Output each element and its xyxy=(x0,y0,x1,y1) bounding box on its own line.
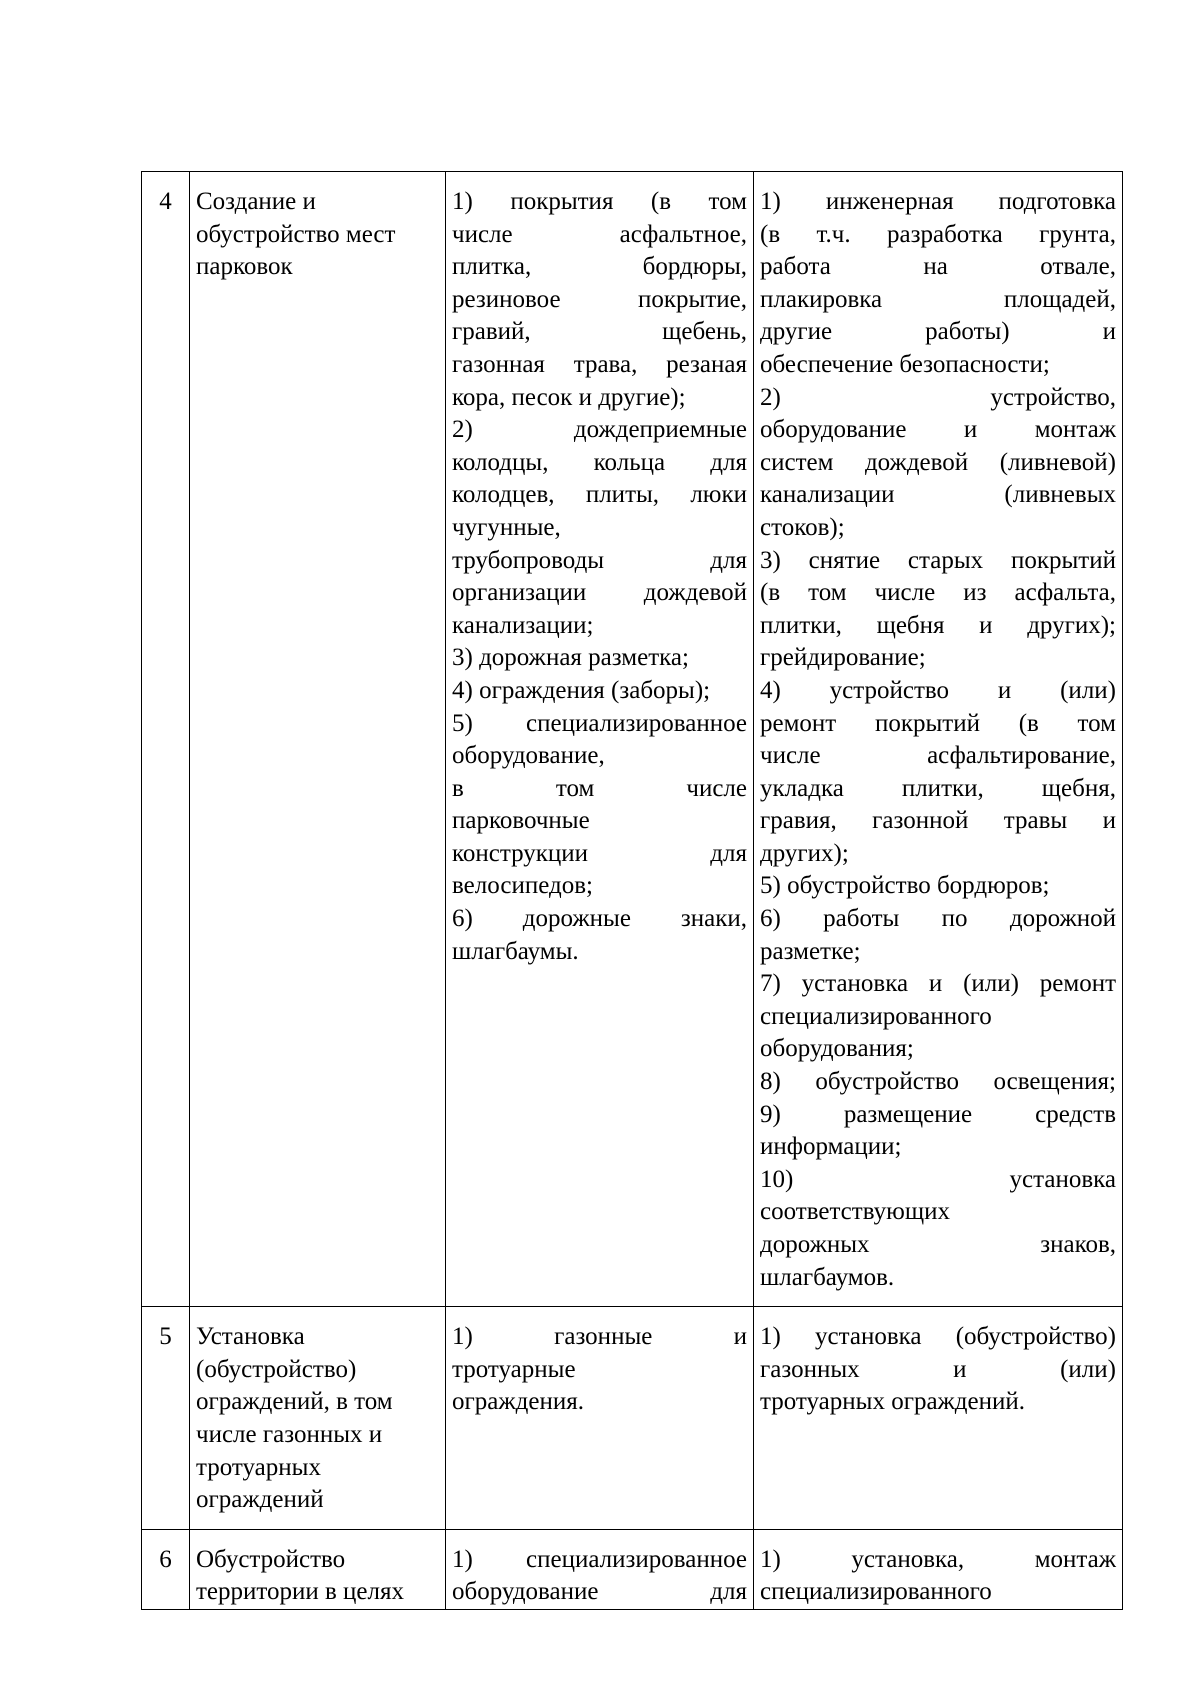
row-number: 5 xyxy=(159,1323,172,1351)
cell-text-line: дорожных знаков, xyxy=(760,1231,1116,1258)
cell-text-line: числе асфальтирование, xyxy=(760,742,1116,770)
cell-text-line: ремонт покрытий (в том xyxy=(760,709,1116,737)
cell-text-line: велосипедов; xyxy=(452,872,593,900)
cell-text-line: 4) ограждения (заборы); xyxy=(452,676,711,704)
cell-text-line: резиновое покрытие, xyxy=(452,285,747,313)
work-types-cell xyxy=(754,172,1123,1307)
work-types-cell xyxy=(754,1529,1123,1609)
cell-text-line: (в том числе из асфальта, xyxy=(760,579,1116,607)
cell-text-line: тротуарных ограждений. xyxy=(760,1388,1026,1416)
cell-text-line: газонных и (или) xyxy=(760,1355,1116,1383)
cell-text-line: систем дождевой (ливневой) xyxy=(760,448,1116,476)
cell-text-line: колодцы, кольца для xyxy=(452,448,747,476)
improvement-elements-cell xyxy=(446,1307,754,1530)
cell-text-line: канализации; xyxy=(452,611,594,639)
cell-text-line: конструкции для xyxy=(452,839,747,867)
table-row xyxy=(142,172,1123,1307)
cell-text-line: парковок xyxy=(196,253,293,281)
works-table xyxy=(141,171,1123,1610)
cell-text-line: трубопроводы для xyxy=(452,546,747,574)
improvement-type-cell xyxy=(190,172,446,1307)
cell-text-line: парковочные xyxy=(452,807,590,835)
cell-text-line: ограждений, в том xyxy=(196,1388,393,1416)
cell-text-line: 3) дорожная разметка; xyxy=(452,644,689,672)
row-number-cell xyxy=(142,1307,190,1530)
cell-text-line: 1) покрытия (в том xyxy=(452,188,747,215)
table-row xyxy=(142,1307,1123,1530)
table-body xyxy=(142,172,1123,1610)
cell-text-line: плитки, щебня и других); xyxy=(760,611,1116,639)
row-number-cell xyxy=(142,1529,190,1609)
cell-text-line: оборудования; xyxy=(760,1035,914,1063)
cell-text-line: организации дождевой xyxy=(452,579,747,607)
cell-text-line: колодцев, плиты, люки xyxy=(452,481,747,509)
cell-text-line: обеспечение безопасности; xyxy=(760,350,1050,378)
row-number: 6 xyxy=(159,1545,172,1573)
cell-text-line: газонная трава, резаная xyxy=(452,350,747,378)
improvement-elements-cell xyxy=(446,172,754,1307)
cell-text-line: оборудование для xyxy=(452,1578,747,1606)
cell-text-line: 7) установка и (или) ремонт xyxy=(760,970,1116,998)
cell-text-line: 1) инженерная подготовка xyxy=(760,188,1116,215)
cell-text-line: 1) специализированное xyxy=(452,1545,747,1573)
cell-text-line: 5) обустройство бордюров; xyxy=(760,872,1050,900)
work-types-cell xyxy=(754,1307,1123,1530)
cell-text-line: шлагбаумов. xyxy=(760,1263,895,1291)
cell-text-line: в том числе xyxy=(452,774,747,802)
cell-text-line: укладка плитки, щебня, xyxy=(760,774,1116,802)
improvement-type-cell xyxy=(190,1529,446,1609)
cell-text-line: Обустройство xyxy=(196,1545,346,1573)
cell-text-line: 6) дорожные знаки, xyxy=(452,905,747,933)
cell-text-line: числе асфальтное, xyxy=(452,220,747,248)
cell-text-line: обустройство мест xyxy=(196,220,396,248)
cell-text-line: 9) размещение средств xyxy=(760,1100,1116,1128)
cell-text-line: ограждения. xyxy=(452,1388,584,1416)
cell-text-line: Создание и xyxy=(196,188,316,215)
cell-text-line: оборудование и монтаж xyxy=(760,416,1116,444)
cell-text-line: 3) снятие старых покрытий xyxy=(760,546,1116,574)
cell-text-line: чугунные, xyxy=(452,513,561,541)
cell-text-line: кора, песок и другие); xyxy=(452,383,686,411)
cell-text-line: 1) установка (обустройство) xyxy=(760,1323,1116,1351)
cell-text-line: канализации (ливневых xyxy=(760,481,1116,509)
cell-text-line: соответствующих xyxy=(760,1198,950,1226)
cell-text-line: тротуарных xyxy=(196,1453,321,1481)
cell-text-line: оборудование, xyxy=(452,742,605,770)
cell-text-line: гравий, щебень, xyxy=(452,318,747,346)
cell-text-line: территории в целях xyxy=(196,1578,405,1606)
cell-text-line: других); xyxy=(760,839,849,867)
cell-text-line: плакировка площадей, xyxy=(760,285,1116,313)
cell-text-line: ограждений xyxy=(196,1486,324,1514)
cell-text-line: стоков); xyxy=(760,513,845,541)
cell-text-line: специализированного xyxy=(760,1002,992,1030)
cell-text-line: 2) дождеприемные xyxy=(452,416,747,444)
cell-text-line: 5) специализированное xyxy=(452,709,747,737)
table-row xyxy=(142,1529,1123,1609)
cell-text-line: работа на отвале, xyxy=(760,253,1116,281)
cell-text-line: специализированного xyxy=(760,1578,992,1606)
row-number-cell xyxy=(142,172,190,1307)
cell-text-line: шлагбаумы. xyxy=(452,937,579,965)
cell-text-line: разметке; xyxy=(760,937,861,965)
cell-text-line: грейдирование; xyxy=(760,644,926,672)
cell-text-line: 4) устройство и (или) xyxy=(760,676,1116,704)
cell-text-line: информации; xyxy=(760,1133,902,1161)
cell-text-line: 1) установка, монтаж xyxy=(760,1545,1116,1573)
cell-text-line: другие работы) и xyxy=(760,318,1116,346)
cell-text-line: плитка, бордюры, xyxy=(452,253,747,281)
cell-text-line: 2) устройство, xyxy=(760,383,1116,411)
cell-text-line: (в т.ч. разработка грунта, xyxy=(760,220,1116,248)
cell-text-line: гравия, газонной травы и xyxy=(760,807,1116,835)
cell-text-line: (обустройство) xyxy=(196,1355,357,1383)
cell-text-line: Установка xyxy=(196,1323,305,1351)
cell-text-line: 6) работы по дорожной xyxy=(760,905,1116,933)
cell-text-line: 1) газонные и xyxy=(452,1323,747,1351)
improvement-type-cell xyxy=(190,1307,446,1530)
cell-text-line: числе газонных и xyxy=(196,1420,383,1448)
improvement-elements-cell xyxy=(446,1529,754,1609)
cell-text-line: 8) обустройство освещения; xyxy=(760,1068,1116,1096)
cell-text-line: 10) установка xyxy=(760,1165,1116,1193)
cell-text-line: тротуарные xyxy=(452,1355,576,1383)
row-number: 4 xyxy=(159,188,172,215)
